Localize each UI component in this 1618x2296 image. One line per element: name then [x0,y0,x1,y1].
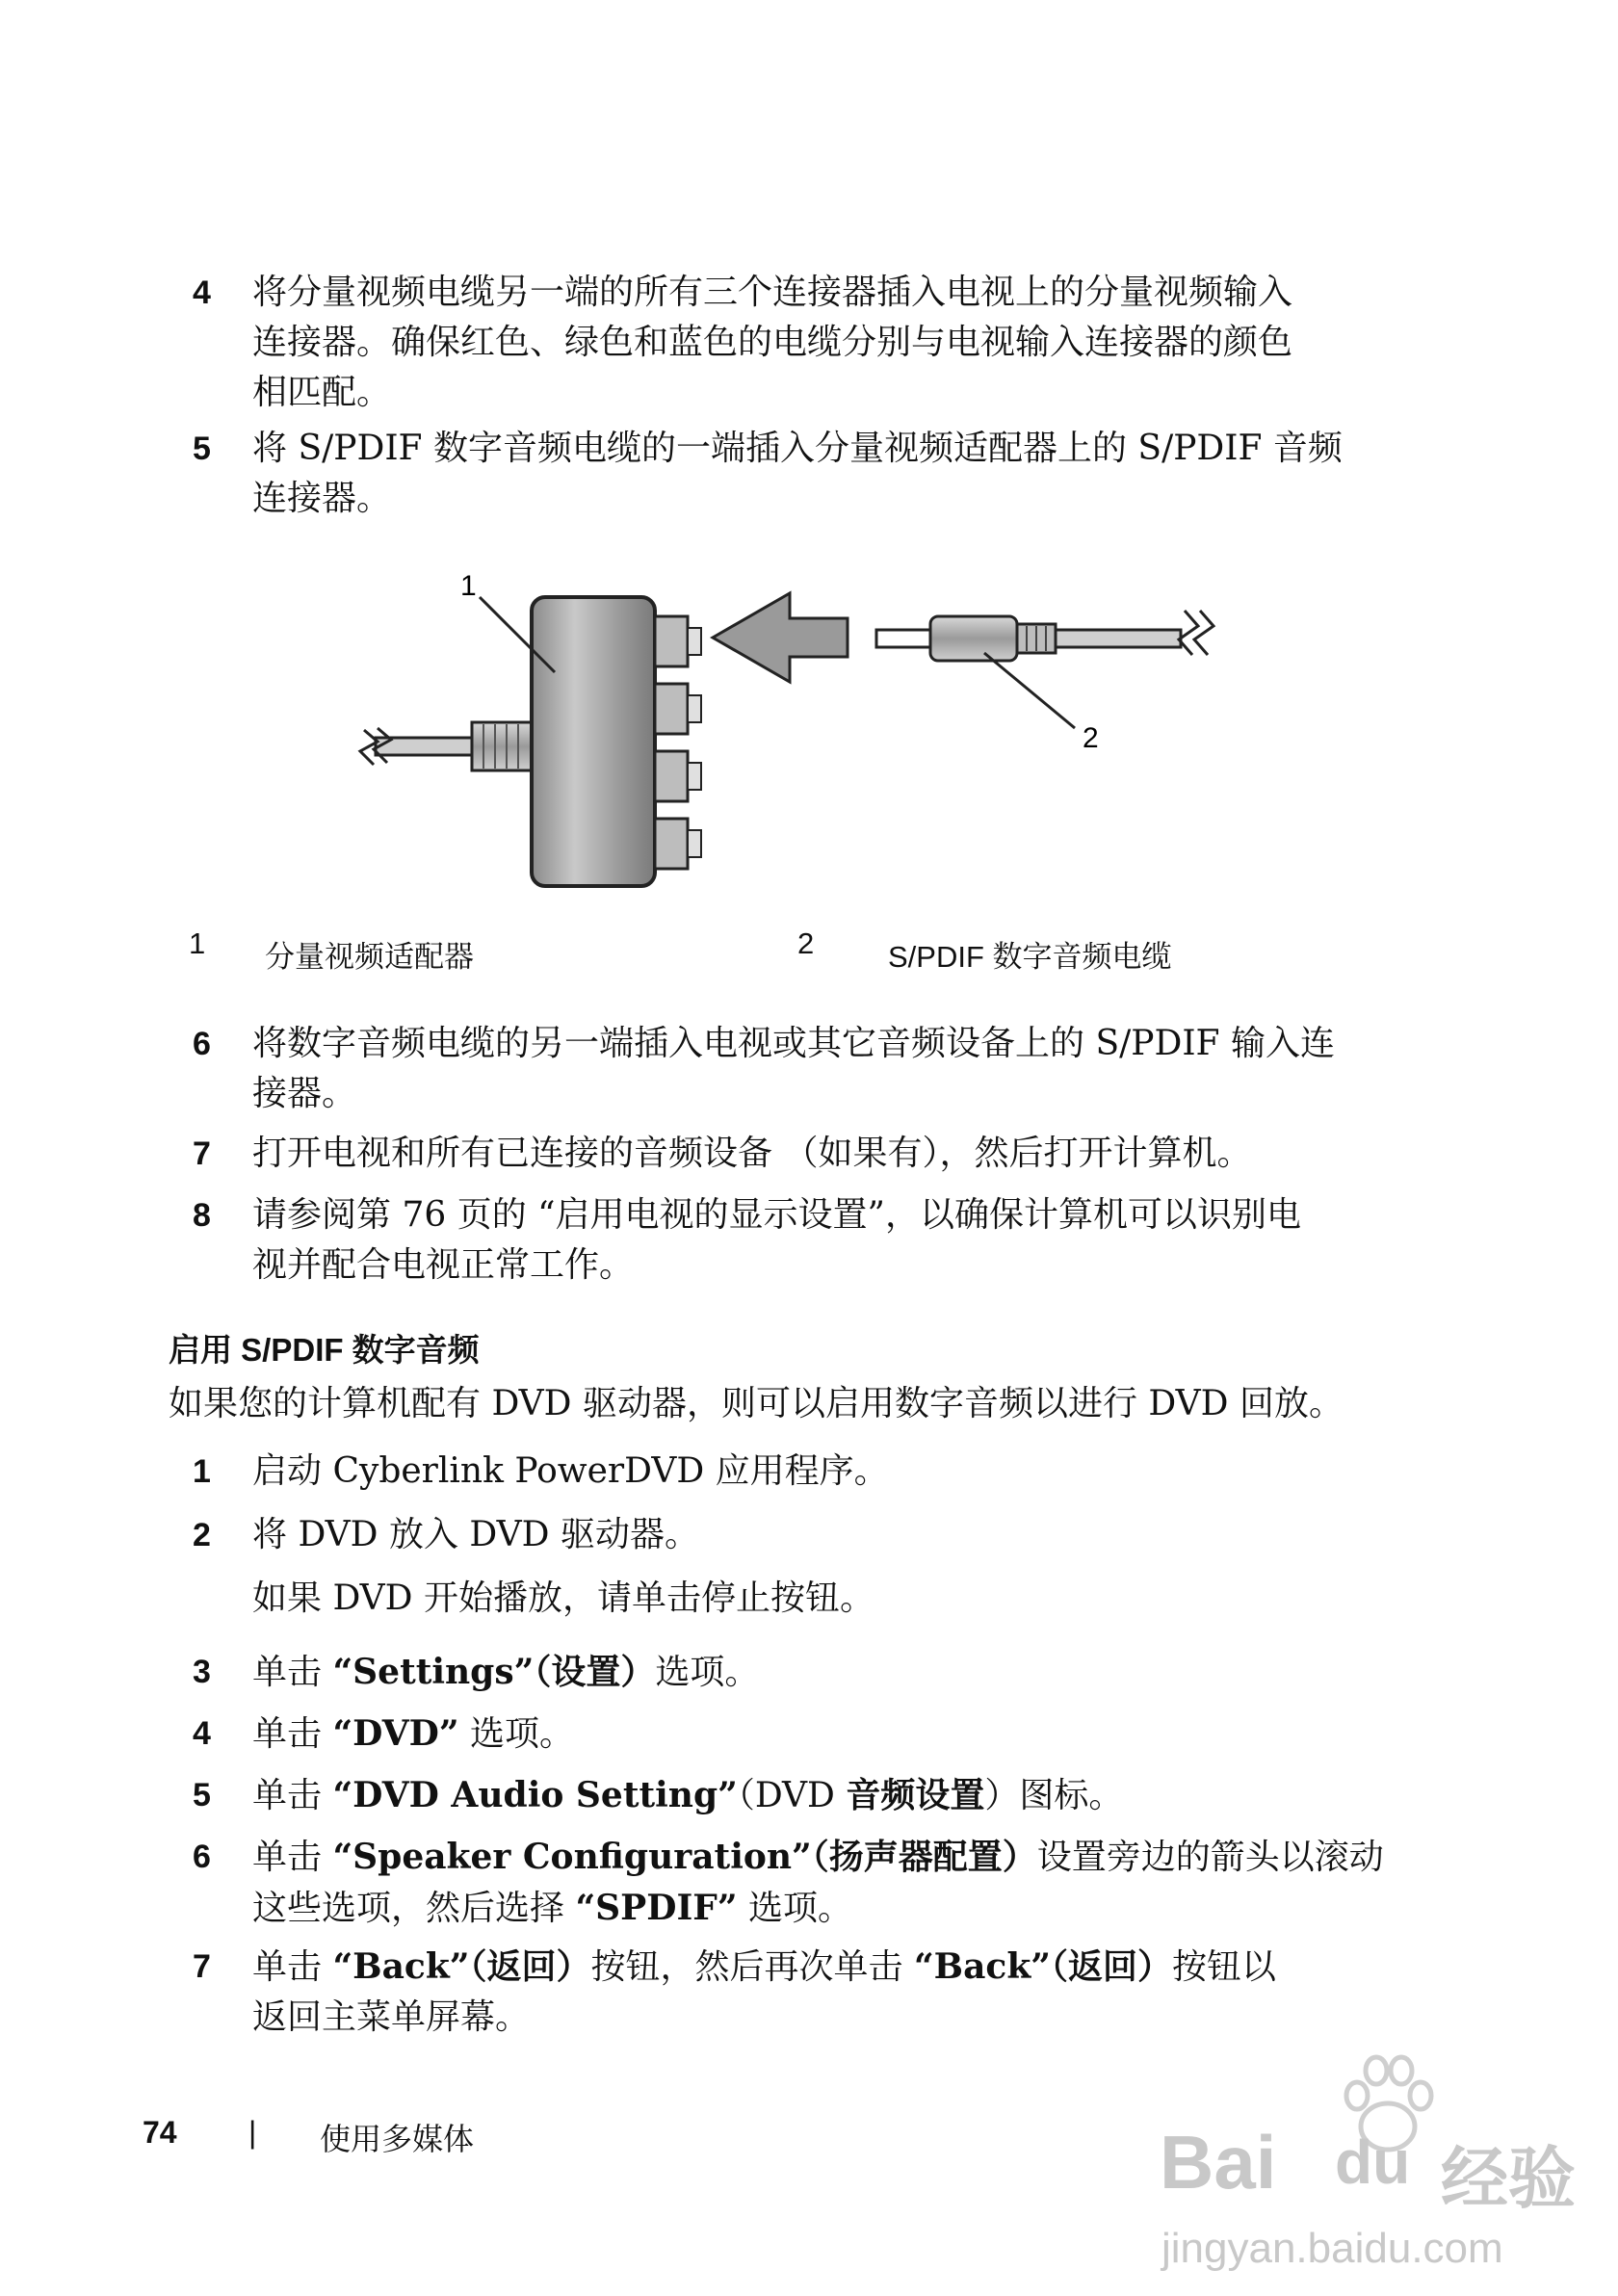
section-heading: 启用 S/PDIF 数字音频 [169,1332,480,1368]
callout-line-2 [984,653,1075,728]
ui-label-back: “Back”（返回） [332,1946,591,1987]
text-run: 设置旁边的箭头以滚动 [1036,1838,1384,1877]
step-text-line: 视并配合电视正常工作。 [252,1245,635,1285]
step-number: 5 [193,1777,211,1813]
step-number: 7 [193,1948,211,1985]
text-run: 单击 [252,1714,333,1754]
page-number: 74 [143,2115,177,2150]
step-number: 3 [193,1654,211,1690]
legend-num-2: 2 [797,926,815,960]
step-text: 启动 Cyberlink PowerDVD 应用程序。 [252,1451,889,1491]
text-run: ）图标。 [984,1776,1124,1815]
ui-label-audio-setting-cn: 音频设置 [846,1775,985,1815]
step-text-line: 打开电视和所有已连接的音频设备 （如果有），然后打开计算机。 [252,1134,1252,1173]
step-text-line [252,1832,1406,1883]
step-text-line: 将 S/PDIF 数字音频电缆的一端插入分量视频适配器上的 S/PDIF 音频 [252,429,1343,468]
text-run: 单击 [252,1776,333,1815]
step-number: 1 [193,1453,211,1490]
dvd-step-6 [193,1832,1406,1934]
component-video-adapter [532,597,701,886]
step-text: 将 DVD 放入 DVD 驱动器。 [252,1515,699,1554]
chapter-title: 使用多媒体 [320,2122,475,2156]
step-text [252,1770,1406,1821]
dvd-step-3 [193,1647,1406,1698]
dvd-step-1 [193,1447,1406,1497]
text-run: 按钮，然后再次单击 [590,1947,914,1987]
dvd-step-2 [193,1510,1406,1560]
step-text-line: 相匹配。 [252,373,392,412]
baidu-watermark [1152,2051,1605,2283]
text-run: 单击 [252,1653,333,1692]
left-cable [360,722,532,770]
text-run: 选项。 [458,1714,575,1754]
step-text-line [252,1883,1406,1934]
step-text-line: 将分量视频电缆另一端的所有三个连接器插入电视上的分量视频输入 [252,273,1293,312]
step-text-line [252,1942,1406,1993]
step-number: 4 [193,1715,211,1752]
step-text-line: 请参阅第 76 页的 “启用电视的显示设置”，以确保计算机可以识别电 [252,1195,1301,1235]
text-run: 单击 [252,1838,333,1877]
ui-label-dvd-audio-setting: “DVD Audio Setting” [332,1775,738,1815]
ui-label-spdif: “SPDIF” [575,1888,738,1928]
watermark-brand-suffix: du [1335,2127,1411,2197]
step-number: 4 [193,274,211,311]
text-run: 选项。 [655,1653,760,1692]
step-text [252,1647,1406,1698]
callout-2: 2 [1083,722,1099,754]
step-6 [193,1019,1406,1119]
legend-label-2: S/PDIF 数字音频电缆 [888,940,1172,974]
step-text-line: 接器。 [252,1074,357,1113]
step-text [252,1709,1406,1760]
step-number: 2 [193,1517,211,1553]
step-text-line: 返回主菜单屏幕。 [252,1997,531,2037]
step-5 [193,424,1406,524]
footer-separator: | [248,2115,257,2150]
legend-label-1: 分量视频适配器 [265,940,474,974]
text-run: 选项。 [737,1889,853,1928]
text-run: 按钮以 [1172,1947,1277,1987]
legend-num-1: 1 [189,926,206,960]
step-4 [193,268,1406,418]
step-8 [193,1190,1406,1291]
insert-arrow [713,593,848,682]
step-7 [193,1129,1406,1179]
watermark-cn: 经验 [1441,2141,1576,2216]
step-text-line: 将数字音频电缆的另一端插入电视或其它音频设备上的 S/PDIF 输入连 [252,1024,1335,1063]
text-run: 这些选项，然后选择 [252,1889,576,1928]
dvd-step-7 [193,1942,1406,2043]
step-text-line: 连接器。确保红色、绿色和蓝色的电缆分别与电视输入连接器的颜色 [252,323,1293,362]
watermark-brand: Bai [1160,2120,1277,2205]
step-number: 6 [193,1026,211,1062]
text-run: （DVD [737,1776,847,1815]
ui-label-speaker-configuration: “Speaker Configuration”（扬声器配置） [332,1837,1037,1877]
callout-1: 1 [460,570,477,602]
step-number: 7 [193,1135,211,1172]
dvd-step-5 [193,1770,1406,1821]
ui-label-back-2: “Back”（返回） [913,1946,1172,1987]
ui-label-settings: “Settings”（设置） [332,1652,656,1692]
dvd-step-2-note: 如果 DVD 开始播放，请单击停止按钮。 [252,1578,874,1618]
section-intro: 如果您的计算机配有 DVD 驱动器，则可以启用数字音频以进行 DVD 回放。 [169,1384,1344,1423]
ui-label-dvd: “DVD” [332,1713,459,1754]
spdif-cable [876,611,1214,661]
text-run: 单击 [252,1947,333,1987]
step-number: 5 [193,430,211,467]
watermark-url: jingyan.baidu.com [1161,2225,1503,2272]
dvd-step-4 [193,1709,1406,1760]
spdif-connection-illustration [318,559,1262,905]
step-number: 6 [193,1839,211,1875]
step-number: 8 [193,1197,211,1234]
step-text-line: 连接器。 [252,479,392,518]
